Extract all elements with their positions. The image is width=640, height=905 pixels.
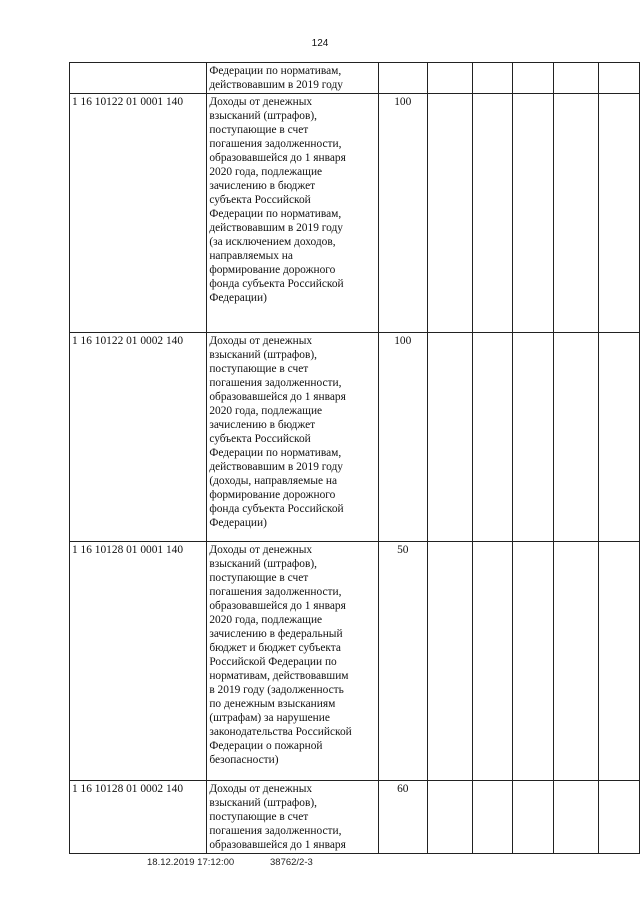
description-line: образовавшейся до 1 января [209, 839, 346, 851]
empty-cell [512, 333, 554, 542]
description-line: (за исключением доходов, [209, 236, 336, 248]
description-line: поступающие в счет [209, 363, 309, 375]
description-line: действовавшим в 2019 году [209, 79, 343, 91]
description-line: Российской Федерации по [209, 656, 337, 668]
description-line: зачислению в бюджет [209, 419, 316, 431]
description-line: (штрафам) за нарушение [209, 712, 330, 724]
description-line: образовавшейся до 1 января [209, 152, 346, 164]
description-line: поступающие в счет [209, 811, 309, 823]
description-line: безопасности) [209, 754, 279, 766]
row-description [207, 94, 378, 333]
description-line: в 2019 году (задолженность [209, 684, 344, 696]
description-line: бюджет и бюджет субъекта [209, 642, 341, 654]
empty-cell [472, 63, 512, 94]
description-line: погашения задолженности, [209, 377, 342, 389]
empty-cell [599, 333, 640, 542]
empty-cell [472, 94, 512, 333]
description-line: Доходы от денежных [209, 96, 313, 108]
empty-cell [599, 542, 640, 781]
description-line: законодательства Российской [209, 726, 352, 738]
row-code [70, 63, 207, 94]
description-line: погашения задолженности, [209, 825, 342, 837]
empty-cell [427, 94, 472, 333]
description-line: действовавшим в 2019 году [209, 222, 343, 234]
description-line: фонда субъекта Российской [209, 503, 344, 515]
empty-cell [512, 63, 554, 94]
description-line: Доходы от денежных [209, 783, 313, 795]
table-row [70, 542, 640, 781]
description-line: Федерации по нормативам, [209, 208, 342, 220]
description-line: субъекта Российской [209, 194, 311, 206]
row-code: 1 16 10122 01 0001 140 [70, 94, 207, 333]
row-code: 1 16 10128 01 0002 140 [70, 781, 207, 854]
empty-cell [512, 781, 554, 854]
empty-cell [554, 333, 599, 542]
empty-cell [554, 781, 599, 854]
row-code: 1 16 10128 01 0001 140 [70, 542, 207, 781]
table-row [70, 333, 640, 542]
empty-cell [427, 781, 472, 854]
description-line: образовавшейся до 1 января [209, 391, 346, 403]
page-number: 124 [311, 38, 329, 49]
description-line: взысканий (штрафов), [209, 797, 317, 809]
description-line: формирование дорожного [209, 264, 336, 276]
table-row [70, 781, 640, 854]
footer-doc-id: 38762/2-3 [270, 857, 313, 868]
description-line: направляемых на [209, 250, 293, 262]
description-line: взысканий (штрафов), [209, 110, 317, 122]
empty-cell [427, 63, 472, 94]
description-line: субъекта Российской [209, 433, 311, 445]
description-line: нормативам, действовавшим [209, 670, 349, 682]
description-line: поступающие в счет [209, 572, 309, 584]
row-description [207, 542, 378, 781]
description-line: Федерации по нормативам, [209, 65, 342, 77]
description-line: Федерации о пожарной [209, 740, 323, 752]
row-value: 100 [378, 94, 427, 333]
row-description [207, 333, 378, 542]
description-line: Федерации) [209, 292, 267, 304]
empty-cell [427, 542, 472, 781]
description-line: Федерации по нормативам, [209, 447, 342, 459]
description-line: 2020 года, подлежащие [209, 166, 323, 178]
empty-cell [554, 542, 599, 781]
description-line: (доходы, направляемые на [209, 475, 338, 487]
footer-timestamp: 18.12.2019 17:12:00 [147, 857, 235, 868]
description-line: Доходы от денежных [209, 335, 313, 347]
description-line: 2020 года, подлежащие [209, 614, 323, 626]
description-line: фонда субъекта Российской [209, 278, 344, 290]
row-value: 100 [378, 333, 427, 542]
description-line: погашения задолженности, [209, 586, 342, 598]
description-line: зачислению в бюджет [209, 180, 316, 192]
description-line: взысканий (штрафов), [209, 558, 317, 570]
empty-cell [472, 542, 512, 781]
table-row [70, 94, 640, 333]
row-description [207, 781, 378, 854]
description-line: формирование дорожного [209, 489, 336, 501]
description-line: взысканий (штрафов), [209, 349, 317, 361]
description-line: Доходы от денежных [209, 544, 313, 556]
empty-cell [554, 63, 599, 94]
empty-cell [427, 333, 472, 542]
description-line: по денежным взысканиям [209, 698, 336, 710]
description-line: действовавшим в 2019 году [209, 461, 343, 473]
empty-cell [512, 542, 554, 781]
description-line: Федерации) [209, 517, 267, 529]
budget-table [69, 62, 640, 854]
row-value: 60 [378, 781, 427, 854]
description-line: погашения задолженности, [209, 138, 342, 150]
row-code: 1 16 10122 01 0002 140 [70, 333, 207, 542]
empty-cell [554, 94, 599, 333]
empty-cell [472, 333, 512, 542]
empty-cell [472, 781, 512, 854]
empty-cell [599, 63, 640, 94]
description-line: образовавшейся до 1 января [209, 600, 346, 612]
empty-cell [599, 781, 640, 854]
row-value [378, 63, 427, 94]
table-row [70, 63, 640, 94]
empty-cell [512, 94, 554, 333]
description-line: поступающие в счет [209, 124, 309, 136]
row-value: 50 [378, 542, 427, 781]
description-line: зачислению в федеральный [209, 628, 343, 640]
row-description [207, 63, 378, 94]
empty-cell [599, 94, 640, 333]
description-line: 2020 года, подлежащие [209, 405, 323, 417]
